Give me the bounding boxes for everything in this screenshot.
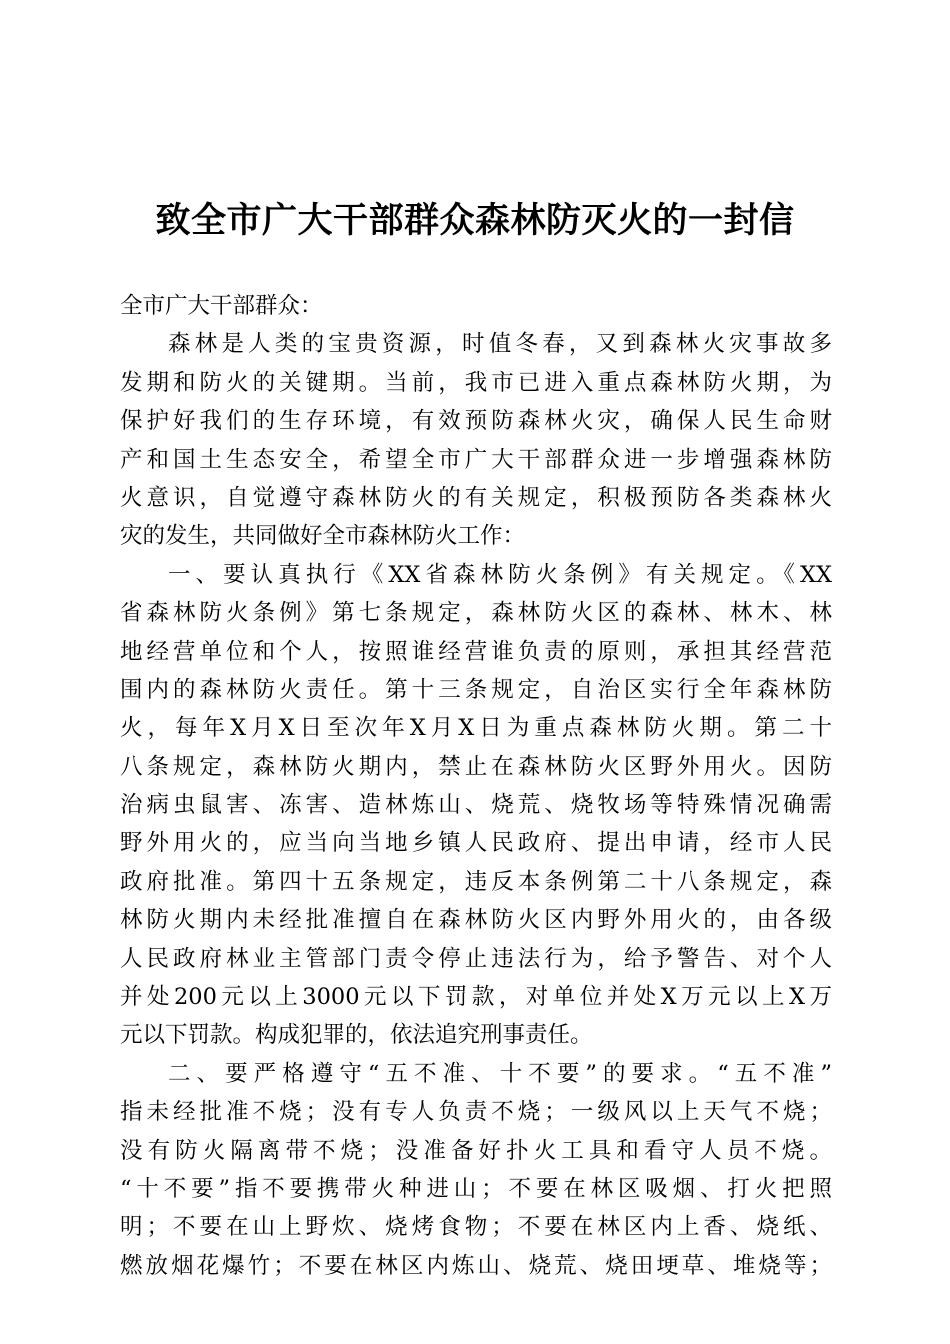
text-line: 并处200元以上3000元以下罚款，对单位并处X万元以上X万 [120, 984, 832, 1011]
text-line: 一、要认真执行《XX省森林防火条例》有关规定。《XX [168, 561, 832, 588]
text-line: 元以下罚款。构成犯罪的，依法追究刑事责任。 [120, 1022, 593, 1049]
greeting-line: 全市广大干部群众： [120, 293, 323, 319]
text-line: 燃放烟花爆竹；不要在林区内炼山、烧荒、烧田埂草、堆烧等； [120, 1252, 832, 1279]
text-line: 围内的森林防火责任。第十三条规定，自治区实行全年森林防 [120, 676, 832, 703]
text-line: 发期和防火的关键期。当前，我市已进入重点森林防火期，为 [120, 369, 832, 396]
text-line: 没有防火隔离带不烧；没准备好扑火工具和看守人员不烧。 [120, 1137, 832, 1164]
text-line: 地经营单位和个人，按照谁经营谁负责的原则，承担其经营范 [120, 638, 832, 665]
text-line: 指未经批准不烧；没有专人负责不烧；一级风以上天气不烧； [120, 1099, 832, 1126]
document-title: 致全市广大干部群众森林防灭火的一封信 [155, 200, 795, 241]
text-line: 明；不要在山上野炊、烧烤食物；不要在林区内上香、烧纸、 [120, 1214, 832, 1241]
text-line: 省森林防火条例》第七条规定，森林防火区的森林、林木、林 [120, 600, 832, 627]
text-line: 保护好我们的生存环境，有效预防森林火灾，确保人民生命财 [120, 408, 832, 435]
text-line: 灾的发生，共同做好全市森林防火工作： [120, 523, 526, 550]
text-line: 治病虫鼠害、冻害、造林炼山、烧荒、烧牧场等特殊情况确需 [120, 792, 832, 819]
text-line: 二、要严格遵守“五不准、十不要”的要求。“五不准” [168, 1060, 832, 1087]
text-line: 人民政府林业主管部门责令停止违法行为，给予警告、对个人 [120, 945, 832, 972]
text-line: 政府批准。第四十五条规定，违反本条例第二十八条规定，森 [120, 868, 832, 895]
text-line: 野外用火的，应当向当地乡镇人民政府、提出申请，经市人民 [120, 830, 832, 857]
text-line: 八条规定，森林防火期内，禁止在森林防火区野外用火。因防 [120, 753, 832, 780]
text-line: 产和国土生态安全，希望全市广大干部群众进一步增强森林防 [120, 446, 832, 473]
text-line: 林防火期内未经批准擅自在森林防火区内野外用火的，由各级 [120, 907, 832, 934]
document-body [120, 287, 832, 1285]
text-line: 森林是人类的宝贵资源，时值冬春，又到森林火灾事故多 [168, 331, 832, 358]
text-line: 火意识，自觉遵守森林防火的有关规定，积极预防各类森林火 [120, 484, 832, 511]
paragraph-lines [120, 325, 832, 1285]
text-line: 火，每年X月X日至次年X月X日为重点森林防火期。第二十 [120, 715, 832, 742]
text-line: “十不要”指不要携带火种进山；不要在林区吸烟、打火把照 [120, 1175, 832, 1202]
